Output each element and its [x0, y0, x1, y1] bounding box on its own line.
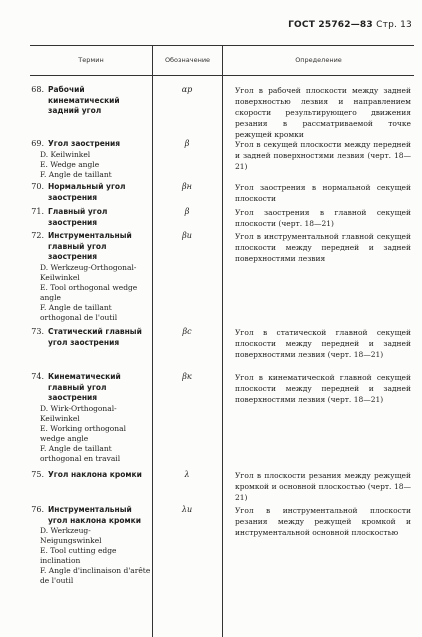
column-divider-1 — [152, 45, 153, 637]
term-equivalent: D. Werkzeug-Orthogonal-Keilwinkel — [40, 262, 137, 282]
term-definition: Угол заострения в нормальной секущей плоскости — [235, 183, 411, 203]
term-symbol: λи — [181, 505, 193, 514]
term-definition: Угол в статической главной секущей плоскости между передней и задней поверхностями лезвия (черт. 18—21) — [235, 328, 411, 359]
term-equivalent: D. Wirk-Orthogonal-Keilwinkel — [40, 403, 117, 423]
column-header-definition: Определение — [295, 56, 342, 64]
term-equivalent: D. Werkzeug-Neigungswinkel — [40, 526, 102, 545]
term-cell — [30, 372, 152, 464]
term-cell — [30, 327, 152, 348]
term-cell — [30, 231, 152, 323]
term-equivalent: D. Keilwinkel — [40, 149, 91, 159]
term-symbol: βи — [182, 231, 192, 240]
term-symbol: αр — [181, 85, 193, 94]
term-symbol: λ — [184, 470, 190, 479]
term-cell — [30, 182, 152, 203]
term-symbol: βк — [182, 372, 192, 381]
term-definition: Угол в рабочей плоскости между задней поверхностью лезвия и направлением скорости результирующего движения резания в рассматриваемой точке режущей кромки — [235, 86, 411, 139]
term-ru: Кинематический главный угол заострения — [48, 372, 121, 402]
standard-code: ГОСТ 25762—83 — [288, 20, 373, 30]
column-header-term: Термин — [78, 56, 104, 64]
term-number: 76. — [31, 505, 44, 514]
term-number: 70. — [31, 182, 44, 191]
term-number: 74. — [31, 372, 44, 381]
term-ru: Инструментальный главный угол заострения — [48, 231, 132, 261]
term-ru: Угол заострения — [48, 139, 121, 148]
term-ru: Рабочий кинематический задний угол — [48, 85, 120, 115]
term-ru: Нормальный угол заострения — [48, 182, 126, 202]
term-definition: Угол в инструментальной главной секущей плоскости между передней и задней поверхностями лезвия — [235, 232, 411, 263]
column-header-symbol: Обозначение — [164, 56, 211, 64]
term-cell — [30, 505, 152, 586]
term-cell — [30, 139, 152, 180]
term-equivalent: E. Working orthogonal wedge angle — [40, 423, 126, 443]
term-ru: Угол наклона кромки — [48, 470, 142, 479]
term-ru: Главный угол заострения — [48, 207, 108, 227]
term-number: 71. — [31, 207, 44, 216]
column-divider-2 — [222, 45, 223, 637]
term-equivalent: F. Angle de taillant — [40, 169, 112, 179]
term-number: 75. — [31, 470, 44, 479]
term-definition: Угол в инструментальной плоскости резания между режущей кромкой и инструментальной основной плоскостью — [235, 506, 411, 537]
term-equivalent: E. Tool cutting edge inclination — [40, 546, 117, 565]
term-number: 73. — [31, 327, 44, 336]
term-symbol: β — [184, 207, 190, 216]
term-ru: Статический главный угол заострения — [48, 327, 142, 347]
term-equivalent: F. Angle de taillant orthogonal en travail — [40, 443, 121, 463]
term-number: 72. — [31, 231, 44, 240]
term-number: 68. — [31, 85, 44, 94]
term-symbol: βн — [182, 182, 192, 191]
page-header — [288, 20, 412, 30]
term-equivalent: F. Angle d'inclinaison d'arête de l'outil — [40, 566, 151, 585]
term-cell — [30, 470, 152, 481]
term-definition: Угол в плоскости резания между режущей кромкой и основной плоскостью (черт. 18—21) — [235, 471, 411, 502]
terms-table — [30, 45, 414, 637]
term-number: 69. — [31, 139, 44, 148]
term-equivalent: F. Angle de taillant orthogonal de l'outil — [40, 302, 118, 322]
term-definition: Угол в секущей плоскости между передней и задней поверхностями лезвия (черт. 18—21) — [235, 140, 411, 171]
term-cell — [30, 207, 152, 228]
term-cell — [30, 85, 152, 117]
term-definition: Угол в кинематической главной секущей плоскости между передней и задней поверхностями лезвия (черт. 18—21) — [235, 373, 411, 404]
term-symbol: β — [184, 139, 190, 148]
term-equivalent: E. Wedge angle — [40, 159, 100, 169]
term-ru: Инструментальный угол наклона кромки — [48, 505, 141, 525]
term-equivalent: E. Tool orthogonal wedge angle — [40, 282, 138, 302]
term-definition: Угол заострения в главной секущей плоскости (черт. 18—21) — [235, 208, 411, 228]
term-symbol: βс — [182, 327, 192, 336]
page-number: Стр. 13 — [376, 20, 412, 30]
